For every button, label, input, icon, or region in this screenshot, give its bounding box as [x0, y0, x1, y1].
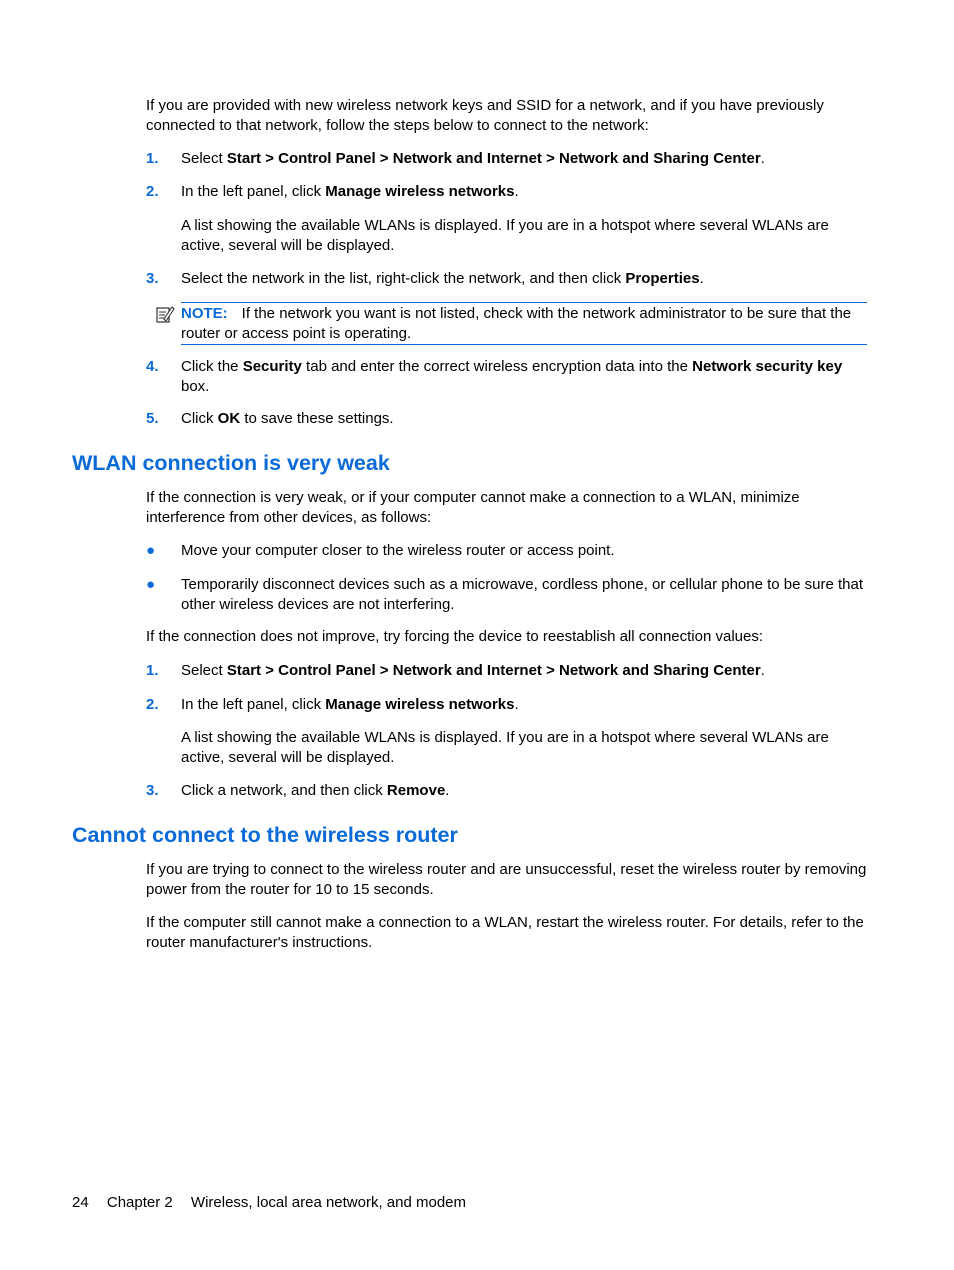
step-number: 2. — [146, 696, 159, 713]
bullet-text: Temporarily disconnect devices such as a microwave, cordless phone, or cellular phone to be sure that other wireless devices are not interfering. — [181, 576, 864, 613]
step-text: Select Start > Control Panel > Network and Internet > Network and Sharing Center. — [181, 662, 765, 679]
section-heading-weak-connection: WLAN connection is very weak — [72, 451, 390, 475]
step-number: 5. — [146, 410, 159, 427]
section-heading-cannot-connect: Cannot connect to the wireless router — [72, 823, 458, 847]
page-footer — [72, 1193, 480, 1213]
chapter-label: Chapter 2 — [106, 1194, 173, 1211]
step-text: Click the Security tab and enter the correct wireless encryption data into the Network security key box. — [181, 358, 843, 395]
step-detail-paragraph: A list showing the available WLANs is displayed. If you are in a hotspot where several WLANs are active, several will be displayed. — [181, 729, 829, 766]
step-text: Select the network in the list, right-click the network, and then click Properties. — [181, 270, 704, 287]
step-detail-paragraph: A list showing the available WLANs is displayed. If you are in a hotspot where several WLANs are active, several will be displayed. — [181, 217, 829, 254]
page-number: 24 — [72, 1194, 89, 1211]
chapter-title: Wireless, local area network, and modem — [190, 1194, 467, 1211]
step-text: In the left panel, click Manage wireless networks. — [181, 696, 519, 713]
paragraph: If the connection does not improve, try forcing the device to reestablish all connection values: — [146, 628, 764, 645]
step-number: 4. — [146, 358, 159, 375]
bullet-icon: ● — [146, 542, 156, 559]
step-number: 2. — [146, 183, 159, 200]
step-number: 3. — [146, 782, 159, 799]
section-intro-paragraph: If the connection is very weak, or if your computer cannot make a connection to a WLAN, minimize interference from other devices, as follows: — [146, 489, 800, 526]
note-label: NOTE: — [181, 305, 228, 322]
step-text: Select Start > Control Panel > Network and Internet > Network and Sharing Center. — [181, 150, 765, 167]
step-text: Click a network, and then click Remove. — [181, 782, 450, 799]
bullet-text: Move your computer closer to the wireless router or access point. — [181, 542, 615, 559]
bullet-icon: ● — [146, 576, 156, 593]
step-text: In the left panel, click Manage wireless networks. — [181, 183, 519, 200]
paragraph: If you are trying to connect to the wireless router and are unsuccessful, reset the wireless router by removing power from the router for 10 to 15 seconds. — [146, 861, 867, 898]
note-icon — [155, 304, 175, 324]
paragraph: If the computer still cannot make a connection to a WLAN, restart the wireless router. For details, refer to the router manufacturer's instructions. — [146, 914, 864, 951]
note-text: If the network you want is not listed, check with the network administrator to be sure that the router or access point is operating. — [181, 305, 852, 342]
step-number: 1. — [146, 662, 159, 679]
note-box — [181, 302, 867, 345]
step-text: Click OK to save these settings. — [181, 410, 394, 427]
intro-paragraph: If you are provided with new wireless network keys and SSID for a network, and if you have previously connected to that network, follow the steps below to connect to the network: — [146, 97, 824, 134]
step-number: 3. — [146, 270, 159, 287]
step-number: 1. — [146, 150, 159, 167]
